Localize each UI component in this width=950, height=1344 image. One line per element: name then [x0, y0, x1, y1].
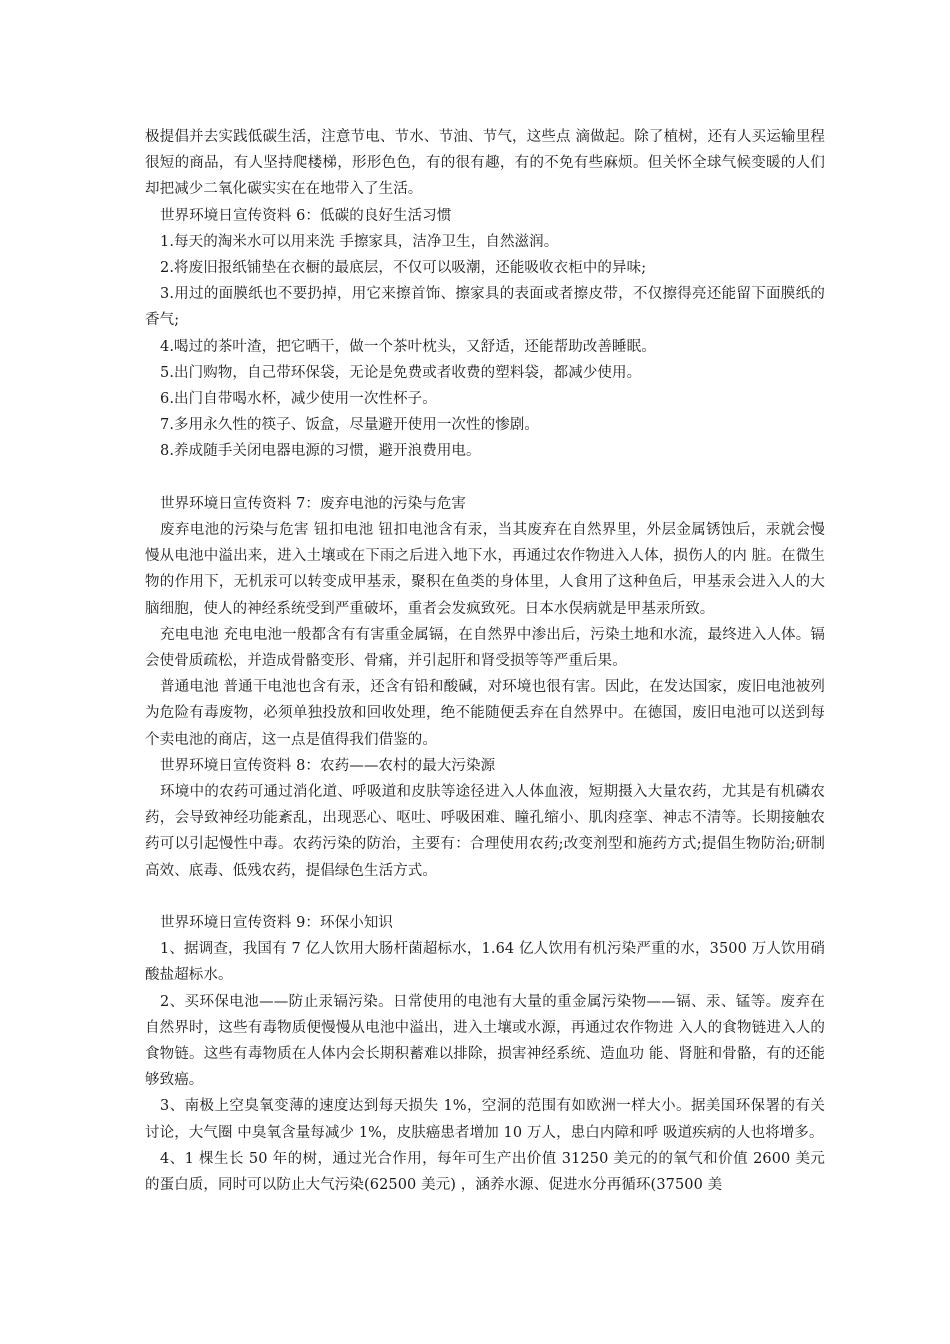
list-item: 1.每天的淘米水可以用来洗 手擦家具，洁净卫生，自然滋润。: [160, 233, 559, 250]
document-body: [145, 124, 825, 1198]
body-paragraph: 环境中的农药可通过消化道、呼吸道和皮肤等途径进入人体血液，短期摄入大量农药，尤其是有机磷农药，会导致神经功能紊乱，出现恶心、呕吐、呼吸困难、瞳孔缩小、肌肉痉挛、神志不清等。长期接触农药可以引起慢性中毒。农药污染的防治，主要有：合理使用农药;改变剂型和施药方式;提倡生物防治;研制高效、底毒、低残农药，提倡绿色生活方式。: [145, 784, 825, 879]
list-item: 8.养成随手关闭电器电源的习惯，避开浪费用电。: [160, 443, 481, 460]
list-item: 4.喝过的茶叶渣，把它晒干，做一个茶叶枕头，又舒适，还能帮助改善睡眠。: [160, 338, 656, 355]
list-item: 3、南极上空臭氧变薄的速度达到每天损失 1%，空洞的范围有如欧洲一样大小。据美国环保署的有关讨论，大气圈 中臭氧含量每减少 1%，皮肤癌患者增加 10 万人，患白内障和呼 吸道疾病的人也将增多。: [145, 1098, 825, 1141]
list-item: 7.多用永久性的筷子、饭盒，尽量避开使用一次性的惨剧。: [160, 417, 540, 434]
intro-paragraph: 极提倡并去实践低碳生活，注意节电、节水、节油、节气，这些点 滴做起。除了植树，还有人买运输里程很短的商品，有人坚持爬楼梯，形形色色，有的很有趣，有的不免有些麻烦。但关怀全球气候变暖的人们却把减少二氧化碳实实在在地带入了生活。: [145, 129, 825, 198]
section-heading-7: 世界环境日宣传资料 7：废弃电池的污染与危害: [160, 495, 467, 512]
section-heading-6: 世界环境日宣传资料 6：低碳的良好生活习惯: [160, 207, 452, 224]
paragraph-spacer: [145, 884, 825, 910]
body-paragraph: 普通电池 普通干电池也含有汞，还含有铅和酸碱，对环境也很有害。因此，在发达国家，废旧电池被列为危险有毒废物，必须单独投放和回收处理，绝不能随便丢弃在自然界中。在德国，废旧电池可以送到每个卖电池的商店，这一点是值得我们借鉴的。: [145, 679, 825, 748]
list-item: 1、据调查，我国有 7 亿人饮用大肠杆菌超标水，1.64 亿人饮用有机污染严重的水，3500 万人饮用硝酸盐超标水。: [145, 941, 825, 984]
list-item: 2.将废旧报纸铺垫在衣橱的最底层，不仅可以吸潮，还能吸收衣柜中的异味;: [160, 260, 647, 277]
list-item: 3.用过的面膜纸也不要扔掉，用它来擦首饰、擦家具的表面或者擦皮带，不仅擦得亮还能留下面膜纸的香气;: [145, 286, 825, 329]
paragraph-spacer: [145, 465, 825, 491]
list-item: 2、买环保电池——防止汞镉污染。日常使用的电池有大量的重金属污染物——镉、汞、锰等。废弃在自然界时，这些有毒物质便慢慢从电池中溢出，进入土壤或水源，再通过农作物进 入人的食物链进入人的食物链。这些有毒物质在人体内会长期积蓄难以排除，损害神经系统、造血功 能、肾脏和骨骼，有的还能够致癌。: [145, 993, 825, 1089]
body-paragraph: 废弃电池的污染与危害 钮扣电池 钮扣电池含有汞，当其废弃在自然界里，外层金属锈蚀后，汞就会慢慢从电池中溢出来，进入土壤或在下雨之后进入地下水，再通过农作物进入人体，损伤人的内 脏。在微生物的作用下，无机汞可以转变成甲基汞，聚积在鱼类的身体里，人食用了这种鱼后，甲基汞会进入人的大脑细胞，使人的神经系统受到严重破坏，重者会发疯致死。日本水俣病就是甲基汞所致。: [145, 522, 825, 617]
list-item: 4、1 棵生长 50 年的树，通过光合作用，每年可生产出价值 31250 美元的的氧气和价值 2600 美元的蛋白质，同时可以防止大气污染(62500 美元) ，涵养水源、促进水分再循环(37500 美: [145, 1150, 825, 1194]
body-paragraph: 充电电池 充电电池一般都含有有害重金属镉，在自然界中渗出后，污染土地和水流，最终进入人体。镉会使骨质疏松，并造成骨骼变形、骨痛，并引起肝和肾受损等等严重后果。: [145, 626, 825, 670]
list-item: 6.出门自带喝水杯，减少使用一次性杯子。: [160, 391, 437, 408]
list-item: 5.出门购物，自己带环保袋，无论是免费或者收费的塑料袋，都减少使用。: [160, 364, 642, 381]
section-heading-9: 世界环境日宣传资料 9：环保小知识: [160, 915, 394, 932]
section-heading-8: 世界环境日宣传资料 8：农药——农村的最大污染源: [160, 757, 496, 774]
